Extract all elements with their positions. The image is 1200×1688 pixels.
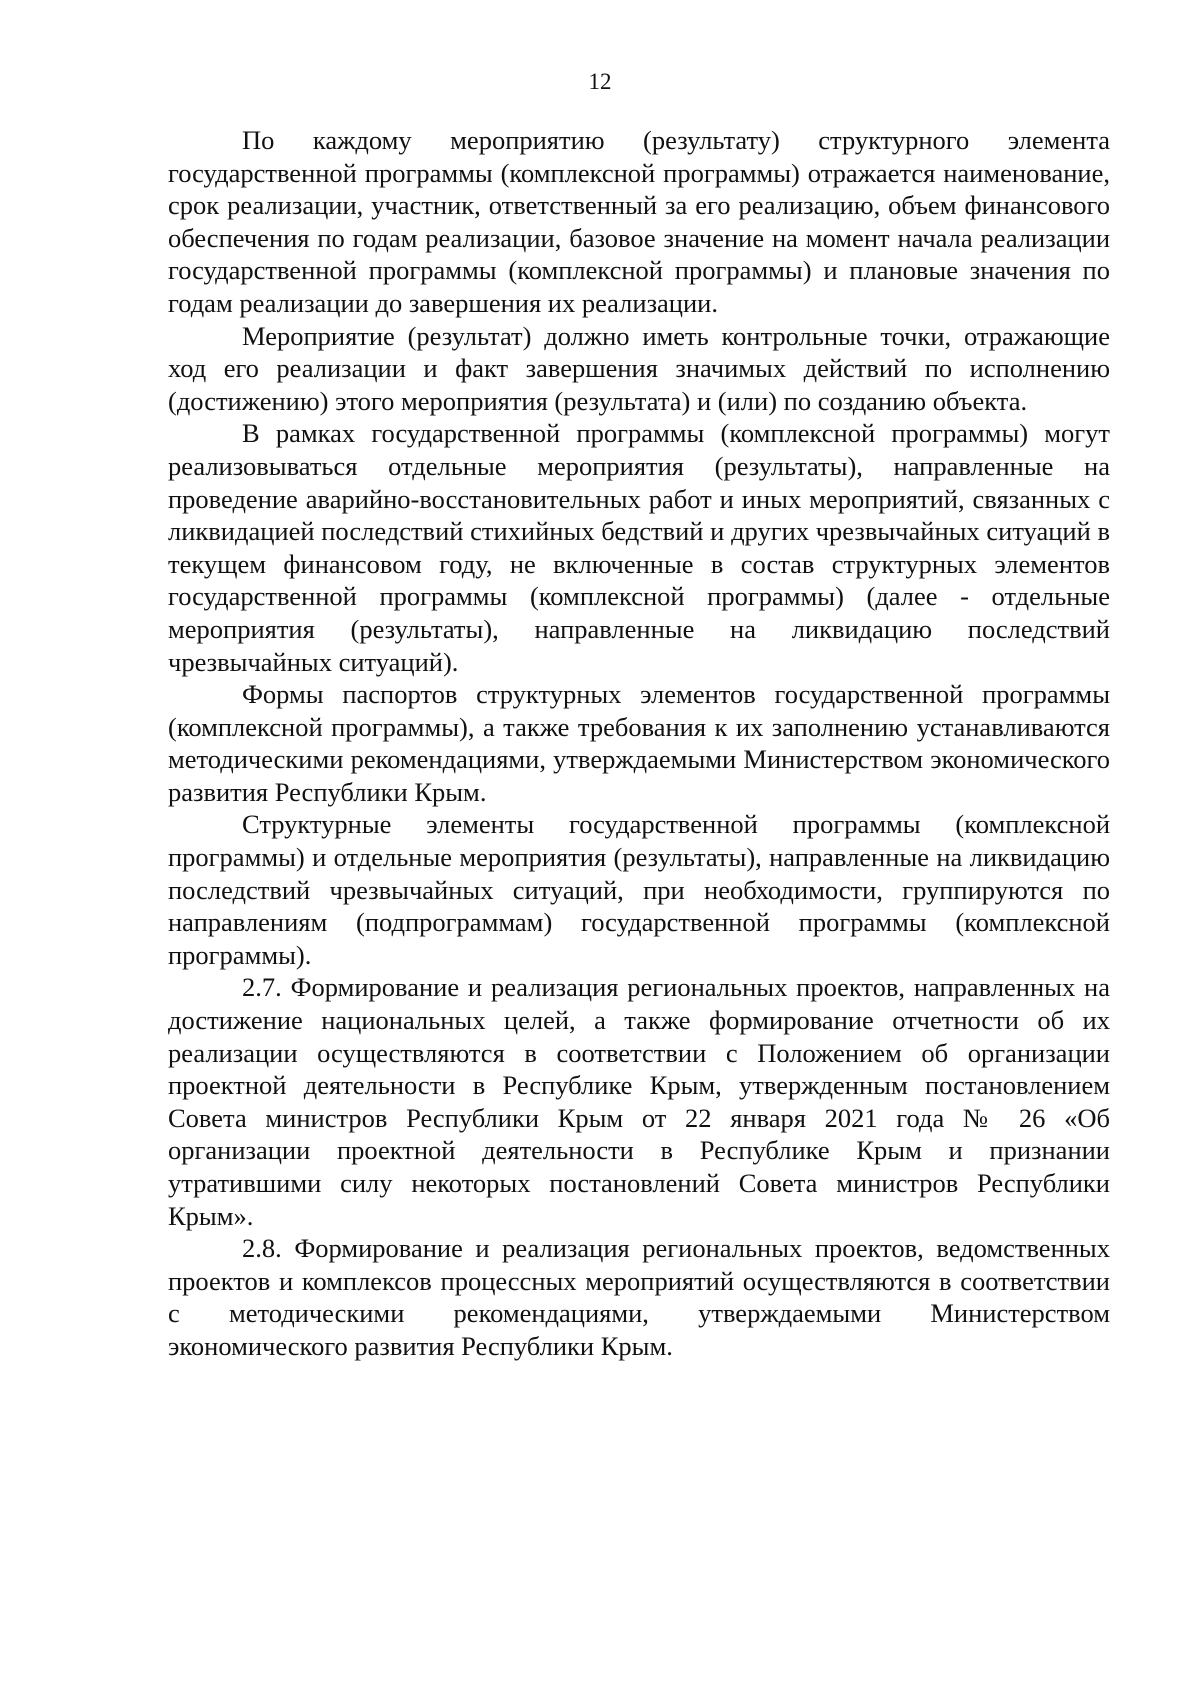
paragraph-activity-details: По каждому мероприятию (результату) структурного элемента государственной программы (комплексной программы) отражается наименование, срок реализации, участник, ответственный за его реализацию, объем финансового обеспечения по годам реализации, базовое значение на момент начала реализации государственной программы (комплексной программы) и плановые значения по годам реализации до завершения их реализации. bbox=[168, 125, 1110, 318]
paragraph-grouping: Структурные элементы государственной программы (комплексной программы) и отдельные мероприятия (результаты), направленные на ликвидацию последствий чрезвычайных ситуаций, при необходимости, группируются по направлениям (подпрограммам) государственной программы (комплексной программы). bbox=[168, 809, 1110, 970]
page-number: 12 bbox=[588, 69, 612, 94]
paragraph-control-points: Мероприятие (результат) должно иметь контрольные точки, отражающие ход его реализации и факт завершения значимых действий по исполнению (достижению) этого мероприятия (результата) и (или) по созданию объекта. bbox=[168, 320, 1110, 416]
paragraph-passport-forms: Формы паспортов структурных элементов государственной программы (комплексной программы), а также требования к их заполнению устанавливаются методическими рекомендациями, утверждаемыми Министерством экономического развития Республики Крым. bbox=[168, 679, 1110, 807]
paragraph-emergency-activities: В рамках государственной программы (комплексной программы) могут реализовываться отдельные мероприятия (результаты), направленные на проведение аварийно-восстановительных работ и иных мероприятий, связанных с ликвидацией последствий стихийных бедствий и других чрезвычайных ситуаций в текущем финансовом году, не включенные в состав структурных элементов государственной программы (комплексной программы) (далее - отдельные мероприятия (результаты), направленные на ликвидацию последствий чрезвычайных ситуаций). bbox=[168, 418, 1110, 677]
paragraph-section-2-7: 2.7. Формирование и реализация региональных проектов, направленных на достижение национальных целей, а также формирование отчетности об их реализации осуществляются в соответствии с Положением об организации проектной деятельности в Республике Крым, утвержденным постановлением Совета министров Республики Крым от 22 января 2021 года № 26 «Об организации проектной деятельности в Республике Крым и признании утратившими силу некоторых постановлений Совета министров Республики Крым». bbox=[168, 972, 1110, 1231]
document-body bbox=[168, 124, 1110, 1363]
paragraph-section-2-8: 2.8. Формирование и реализация региональных проектов, ведомственных проектов и комплексов процессных мероприятий осуществляются в соответствии с методическими рекомендациями, утверждаемыми Министерством экономического развития Республики Крым. bbox=[168, 1233, 1110, 1361]
